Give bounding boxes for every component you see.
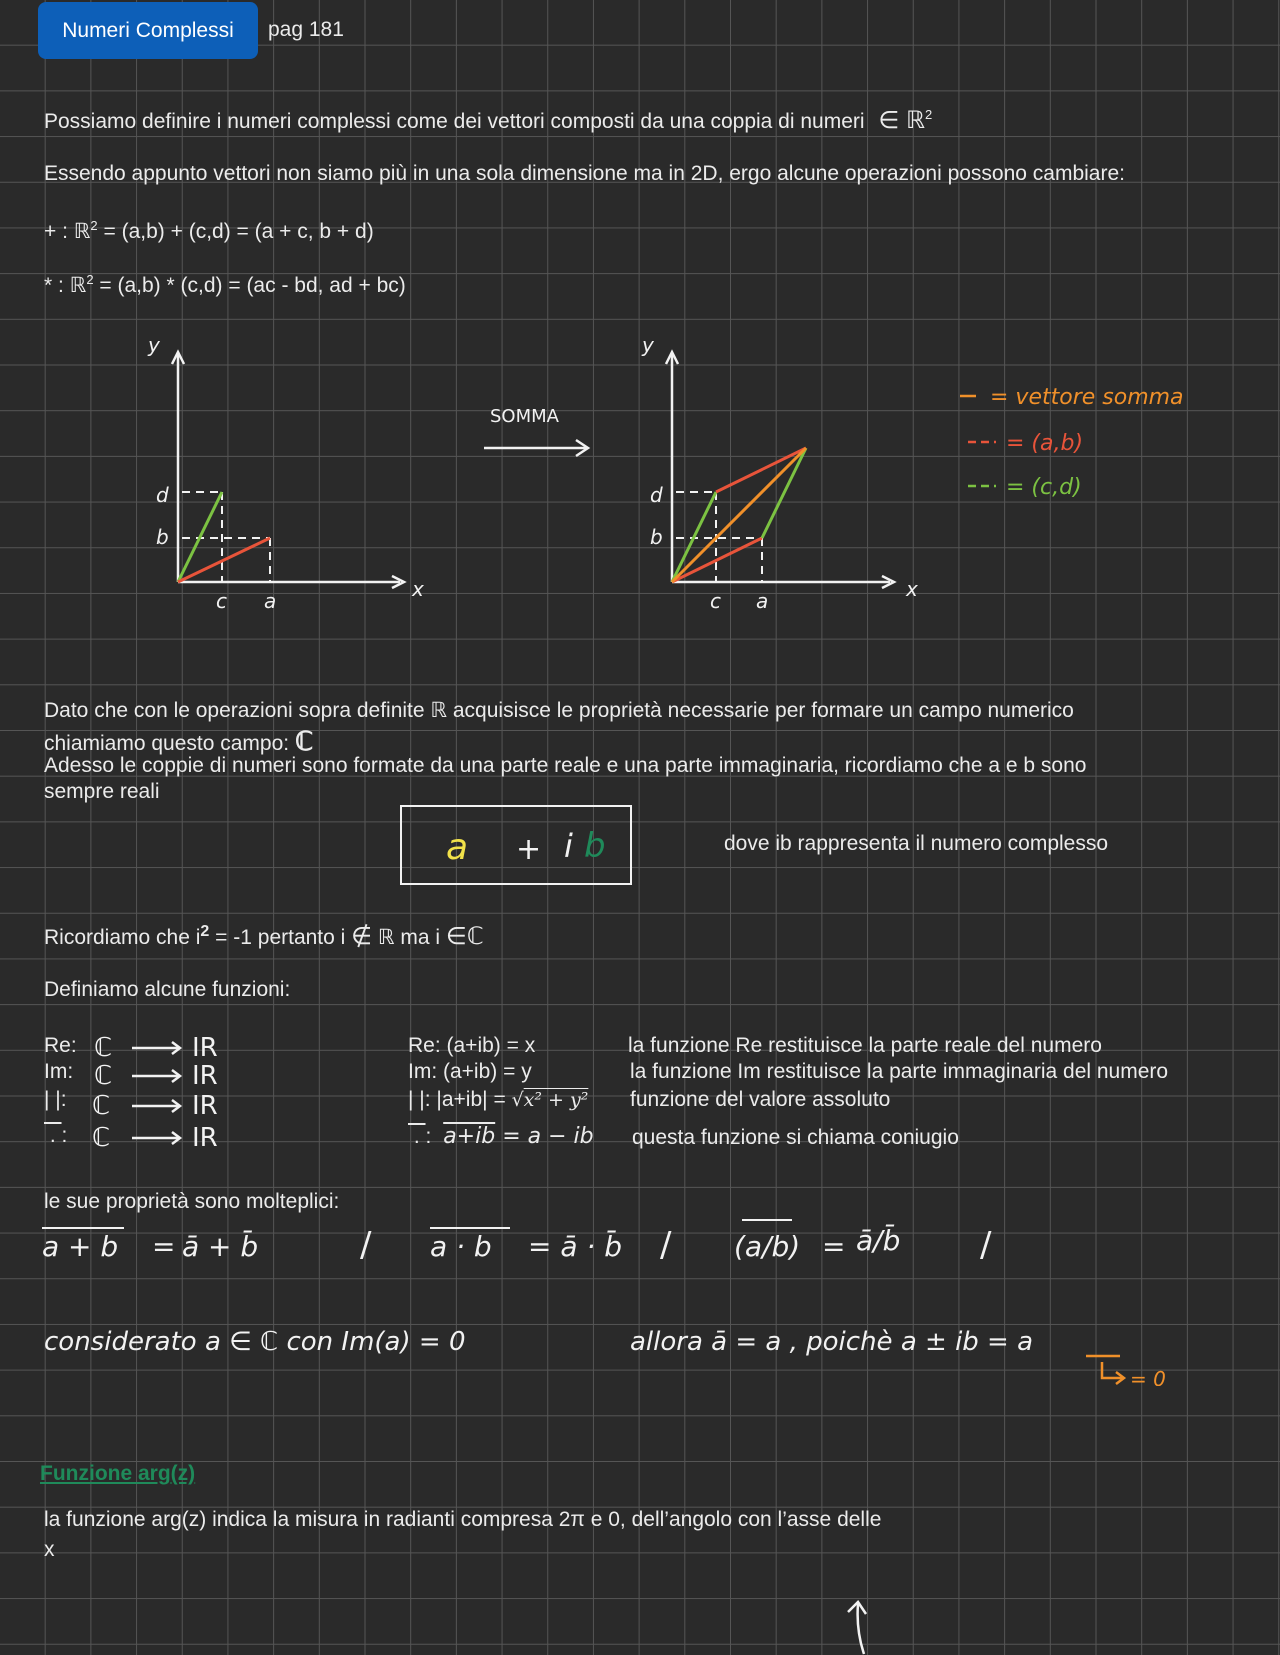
partial-axis-sketch xyxy=(840,1596,880,1655)
svg-text:a · b: a · b xyxy=(430,1230,492,1263)
label-d-1: d xyxy=(156,483,169,507)
svg-text:IR: IR xyxy=(192,1033,218,1063)
x-axis-label-2: x xyxy=(906,577,918,601)
label-c-2: c xyxy=(710,589,721,613)
page-label: pag 181 xyxy=(268,18,344,41)
svg-text:IR: IR xyxy=(192,1091,218,1121)
svg-text:= 0: = 0 xyxy=(1130,1367,1166,1386)
svg-text:ℂ: ℂ xyxy=(92,1123,111,1153)
box-note: dove ib rappresenta il numero complesso xyxy=(724,832,1109,855)
svg-text:ā/b̄: ā/b̄ xyxy=(856,1224,901,1257)
func-formula-re: Re: (a+ib) = x xyxy=(408,1034,536,1057)
complex-form-drawing xyxy=(402,807,630,883)
label-d-2: d xyxy=(650,483,663,507)
legend-cd: = (c,d) xyxy=(1006,475,1082,500)
intro-line-1 xyxy=(44,106,932,135)
functions-title: Definiamo alcune funzioni: xyxy=(44,978,291,1001)
field-paragraph-2-text: chiamiamo questo campo: xyxy=(44,732,290,755)
func-formula-conj: . : a+ib = a − ib xyxy=(408,1124,594,1149)
legend-sum: = vettore somma xyxy=(990,385,1184,410)
svg-text:=: = xyxy=(822,1230,846,1263)
svg-text:ℂ: ℂ xyxy=(94,1033,113,1063)
complex-set-symbol: ℂ xyxy=(294,726,314,756)
func-formula-im: Im: (a+ib) = y xyxy=(408,1060,532,1083)
pairs-paragraph-2: sempre reali xyxy=(44,780,160,803)
i-note-part-2: = -1 pertanto i xyxy=(215,926,346,949)
svg-text:(a/b): (a/b) xyxy=(734,1230,801,1263)
svg-text:= ā · b̄: = ā · b̄ xyxy=(528,1230,622,1263)
i-note-part-3: ℝ ma i xyxy=(377,926,441,949)
conjugate-definition: a+ib = a − ib xyxy=(443,1124,594,1149)
label-a-1: a xyxy=(264,589,277,613)
sum-rule-text: = (a,b) + (c,d) = (a + c, b + d) xyxy=(103,220,374,243)
svg-text:+: + xyxy=(516,832,542,867)
x-axis-label-1: x xyxy=(412,577,424,601)
sum-rule: + : ℝ$^2$ = (a,b) + (c,d) = (a + c, b + d) xyxy=(44,218,374,243)
element-of-symbol: ∈ ℝ$^2$ xyxy=(878,107,933,134)
func-name-abs: | |: xyxy=(44,1088,67,1111)
element-of-complex-symbol: ∈ℂ xyxy=(445,923,484,950)
svg-text:/: / xyxy=(660,1225,672,1265)
pairs-paragraph-1: Adesso le coppie di numeri sono formate da una parte reale e una parte immaginaria, ricordiamo che a e b sono xyxy=(44,754,1087,777)
func-desc-conj: questa funzione si chiama coniugio xyxy=(632,1126,959,1149)
svg-text:i: i xyxy=(564,827,573,865)
intro-line-2: Essendo appunto vettori non siamo più in una sola dimensione ma in 2D, ergo alcune operazioni possono cambiare: xyxy=(44,162,1125,185)
label-b-1: b xyxy=(156,525,169,549)
sqrt-expression: √x² + y² xyxy=(511,1089,589,1111)
func-name-conj: . : xyxy=(44,1124,68,1147)
field-paragraph-1: Dato che con le operazioni sopra definite ℝ acquisisce le proprietà necessarie per formare un campo numerico xyxy=(44,699,1074,722)
label-b-2: b xyxy=(650,525,663,549)
y-axis-label-2: y xyxy=(642,333,654,357)
func-formula-conj-text: : xyxy=(425,1125,432,1148)
y-axis-label-1: y xyxy=(148,333,160,357)
function-mappings-drawing xyxy=(92,1028,232,1156)
svg-text:ℂ: ℂ xyxy=(94,1061,113,1091)
arg-paragraph-2: x xyxy=(44,1538,55,1561)
field-paragraph-2 xyxy=(44,726,313,757)
not-element-symbol: ∉ xyxy=(351,923,373,950)
svg-text:IR: IR xyxy=(192,1061,218,1091)
svg-text:ℂ: ℂ xyxy=(92,1091,111,1121)
prod-rule-text: = (a,b) * (c,d) = (ac - bd, ad + bc) xyxy=(99,274,406,297)
svg-text:allora ā = a , poichè a ± i: allora ā = a , poichè a ± ib = a xyxy=(630,1327,1034,1357)
complex-form-box xyxy=(400,805,632,885)
legend-ab: = (a,b) xyxy=(1006,431,1084,456)
svg-text:/: / xyxy=(360,1225,372,1265)
func-desc-re: la funzione Re restituisce la parte reale del numero xyxy=(628,1034,1102,1057)
section-tag[interactable]: Numeri Complessi xyxy=(38,2,258,59)
svg-text:/: / xyxy=(980,1225,992,1265)
func-desc-abs: funzione del valore assoluto xyxy=(630,1088,891,1111)
vector-sum-diagram xyxy=(0,330,1280,630)
svg-text:b: b xyxy=(584,826,606,866)
arrow-label: SOMMA xyxy=(490,406,559,427)
func-name-conj-text: : xyxy=(61,1124,68,1147)
svg-text:considerato a ∈ ℂ con Im(a): considerato a ∈ ℂ con Im(a) = 0 xyxy=(44,1327,466,1357)
i-note-part-1: Ricordiamo che i xyxy=(44,926,201,949)
label-a-2: a xyxy=(756,589,769,613)
properties-title: le sue proprietà sono molteplici: xyxy=(44,1190,340,1213)
func-formula-abs xyxy=(408,1088,588,1112)
section-link-arg[interactable]: Funzione arg(z) xyxy=(40,1462,196,1485)
svg-text:ā + b̄: ā + b̄ xyxy=(182,1230,259,1263)
func-name-re: Re: xyxy=(44,1034,77,1057)
intro-line-1-text: Possiamo definire i numeri complessi come dei vettori composti da una coppia di numeri xyxy=(44,110,865,133)
func-formula-abs-text: | |: |a+ib| = xyxy=(408,1088,506,1111)
svg-text:a: a xyxy=(446,827,469,868)
svg-text:IR: IR xyxy=(192,1123,218,1153)
arg-paragraph-1: la funzione arg(z) indica la misura in radianti compresa 2π e 0, dell’angolo con l’asse delle xyxy=(44,1508,882,1531)
prod-rule: * : ℝ$^2$ = (a,b) * (c,d) = (ac - bd, ad + bc) xyxy=(44,272,406,297)
svg-text:a + b: a + b xyxy=(42,1230,119,1263)
label-c-1: c xyxy=(216,589,227,613)
imaginary-unit-note: Ricordiamo che $i^2 = -1$ pertanto i ∉ ℝ ma i ∈ℂ xyxy=(44,923,484,950)
svg-text:=: = xyxy=(152,1230,176,1263)
conjugate-properties-drawing xyxy=(30,1206,1230,1386)
func-desc-im: la funzione Im restituisce la parte immaginaria del numero xyxy=(630,1060,1169,1083)
func-name-im: Im: xyxy=(44,1060,74,1083)
